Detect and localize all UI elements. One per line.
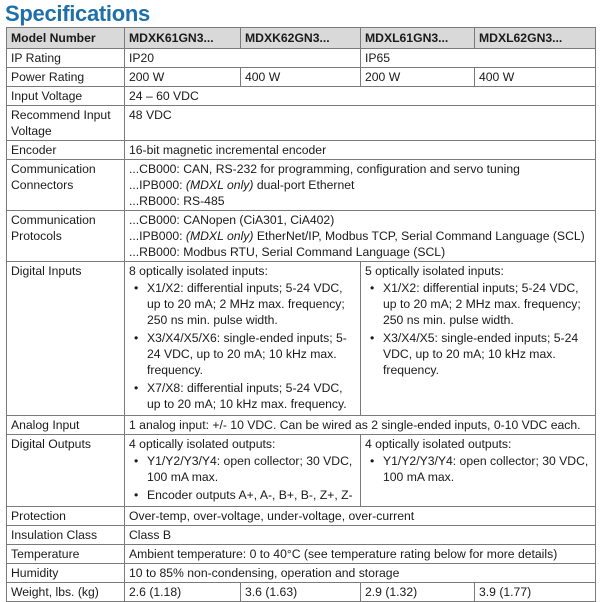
row-label: Weight, lbs. (kg) xyxy=(7,583,125,602)
cell-line-prefix: ...IPB000: xyxy=(129,229,186,243)
cell-value xyxy=(125,211,596,262)
cell-value xyxy=(361,262,596,416)
table-row xyxy=(7,416,596,435)
bullet-list xyxy=(365,453,591,485)
cell-line: ...RB000: RS-485 xyxy=(129,194,225,208)
cell-line: ...RB000: Modbus RTU, Serial Command Language (SCL) xyxy=(129,245,446,259)
table-row xyxy=(7,49,596,68)
cell-intro: 8 optically isolated inputs: xyxy=(129,264,268,278)
list-item: • Y1/Y2/Y3/Y4: open collector; 30 VDC, 100 mA max. xyxy=(147,453,356,485)
bullet-list xyxy=(365,280,591,378)
cell-intro: 5 optically isolated inputs: xyxy=(365,264,504,278)
cell-value: Over-temp, over-voltage, under-voltage, over-current xyxy=(125,507,596,526)
table-header-row xyxy=(7,28,596,49)
list-item: • X1/X2: differential inputs; 5-24 VDC, up to 20 mA; 2 MHz max. frequency; 250 ns min. pulse width. xyxy=(383,280,591,328)
cell-value: 200 W xyxy=(361,68,475,87)
cell-line-note: (MDXL only) xyxy=(185,229,254,243)
table-row xyxy=(7,262,596,416)
header-model: MDXK62GN3... xyxy=(241,28,361,49)
row-label: Power Rating xyxy=(7,68,125,87)
cell-value: 2.6 (1.18) xyxy=(125,583,241,602)
list-item: • Encoder outputs A+, A-, B+, B-, Z+, Z- xyxy=(147,487,356,503)
cell-value: Class B xyxy=(125,526,596,545)
table-row xyxy=(7,106,596,141)
row-label: Input Voltage xyxy=(7,87,125,106)
list-item: • X1/X2: differential inputs; 5-24 VDC, up to 20 mA; 2 MHz max. frequency; 250 ns min. pulse width. xyxy=(147,280,356,328)
table-row xyxy=(7,583,596,602)
cell-intro: 4 optically isolated outputs: xyxy=(365,437,512,451)
table-row xyxy=(7,68,596,87)
bullet-list xyxy=(129,453,356,503)
cell-line-prefix: ...IPB000: xyxy=(129,178,186,192)
table-row xyxy=(7,526,596,545)
list-item: • X7/X8: differential inputs; 5-24 VDC, up to 20 mA; 10 kHz max. frequency. xyxy=(147,380,356,412)
cell-value: 16-bit magnetic incremental encoder xyxy=(125,141,596,160)
cell-value: 48 VDC xyxy=(125,106,596,141)
table-row xyxy=(7,160,596,211)
header-model: MDXL61GN3... xyxy=(361,28,475,49)
cell-value: 400 W xyxy=(475,68,596,87)
cell-value: 2.9 (1.32) xyxy=(361,583,475,602)
cell-value xyxy=(361,435,596,507)
table-row xyxy=(7,435,596,507)
cell-value: 3.6 (1.63) xyxy=(241,583,361,602)
table-row xyxy=(7,87,596,106)
cell-value: 400 W xyxy=(241,68,361,87)
cell-value xyxy=(125,262,361,416)
table-row xyxy=(7,141,596,160)
cell-value: 10 to 85% non-condensing, operation and storage xyxy=(125,564,596,583)
header-label: Model Number xyxy=(7,28,125,49)
cell-value: 3.9 (1.77) xyxy=(475,583,596,602)
header-model: MDXL62GN3... xyxy=(475,28,596,49)
table-row xyxy=(7,211,596,262)
table-row xyxy=(7,564,596,583)
row-label: Temperature xyxy=(7,545,125,564)
list-item: • Y1/Y2/Y3/Y4: open collector; 30 VDC, 100 mA max. xyxy=(383,453,591,485)
cell-value: IP65 xyxy=(361,49,596,68)
specifications-table xyxy=(6,27,596,602)
row-label: IP Rating xyxy=(7,49,125,68)
cell-value: 1 analog input: +/- 10 VDC. Can be wired as 2 single-ended inputs, 0-10 VDC each. xyxy=(125,416,596,435)
page-title: Specifications xyxy=(5,1,150,26)
cell-line: ...CB000: CAN, RS-232 for programming, configuration and servo tuning xyxy=(129,162,520,176)
cell-value: 200 W xyxy=(125,68,241,87)
cell-line xyxy=(129,177,591,193)
table-row xyxy=(7,545,596,564)
row-label: Communication Protocols xyxy=(7,211,125,262)
cell-intro: 4 optically isolated outputs: xyxy=(129,437,276,451)
row-label: Protection xyxy=(7,507,125,526)
bullet-list xyxy=(129,280,356,412)
row-label: Digital Inputs xyxy=(7,262,125,416)
table-row xyxy=(7,507,596,526)
row-label: Humidity xyxy=(7,564,125,583)
header-model: MDXK61GN3... xyxy=(125,28,241,49)
row-label: Encoder xyxy=(7,141,125,160)
row-label: Digital Outputs xyxy=(7,435,125,507)
row-label: Communication Connectors xyxy=(7,160,125,211)
cell-line-suffix: EtherNet/IP, Modbus TCP, Serial Command Language (SCL) xyxy=(253,229,585,243)
cell-value: IP20 xyxy=(125,49,361,68)
list-item: • X3/X4/X5: single-ended inputs; 5-24 VDC, up to 20 mA; 10 kHz max. frequency. xyxy=(383,330,591,378)
cell-line-suffix: dual-port Ethernet xyxy=(253,178,355,192)
cell-value: Ambient temperature: 0 to 40°C (see temperature rating below for more details) xyxy=(125,545,596,564)
row-label: Insulation Class xyxy=(7,526,125,545)
list-item: • X3/X4/X5/X6: single-ended inputs; 5-24 VDC, up to 20 mA; 10 kHz max. frequency. xyxy=(147,330,356,378)
cell-value: 24 – 60 VDC xyxy=(125,87,596,106)
row-label: Analog Input xyxy=(7,416,125,435)
row-label: Recommend Input Voltage xyxy=(7,106,125,141)
cell-line-note: (MDXL only) xyxy=(185,178,254,192)
cell-line: ...CB000: CANopen (CiA301, CiA402) xyxy=(129,213,335,227)
cell-value xyxy=(125,160,596,211)
cell-value xyxy=(125,435,361,507)
cell-line xyxy=(129,228,591,244)
